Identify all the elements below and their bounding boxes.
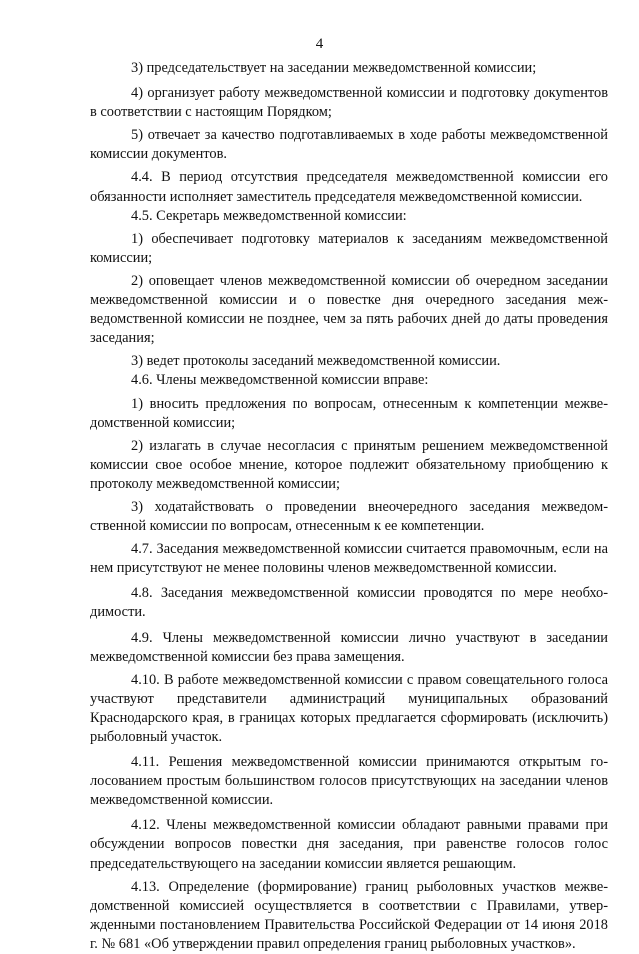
page-number: 4 [315, 36, 324, 52]
paragraph: 3) председательствует на заседании межведомственной комиссии; [131, 60, 537, 76]
paragraph: 4.5. Секретарь межведомственной комиссии: [131, 207, 407, 224]
paragraph: 4.9. Члены межведомственной комиссии лично участвуют в заседании межведомственной комиссии без права замещения. [90, 629, 608, 665]
paragraph: 1) обеспечивает подготовку материалов к заседаниям межведомственной комиссии; [90, 230, 608, 266]
paragraph: 4) организует работу межведомственной комиссии и подготовку докуmентов в соответствии с настоящим Порядком; [90, 85, 608, 121]
paragraph: 4.7. Заседания межведомственной комиссии считается правомочным, если на нем присутствуют не менее половины членов межведомственной комиссии. [90, 541, 608, 577]
paragraph: 4.4. В период отсутствия председателя межведомственной комиссии его обязанности исполняет заместитель председателя межведомственной комиссии. [90, 169, 608, 205]
paragraph: 2) оповещает членов межведомственной комиссии об очередном заседании межведомственной комиссии и о повестке дня очередного заседания межведомственной комиссии не позднее, чем за пять рабочих дней до даты проведения заседания; [90, 272, 608, 347]
paragraph: 2) излагать в случае несогласия с принятым решением межведомственной комиссии свое особое мнение, которое подлежит обязательному приобщению к протоколу межведомственной комиссии; [90, 437, 608, 492]
paragraph: 4.10. В работе межведомственной комиссии с правом совещательного голоса участвуют представители администраций муниципальных образований Краснодарского края, в границах которых предлагается сформировать (исключить) рыболовный участок. [90, 671, 608, 745]
paragraph: 4.8. Заседания межведомственной комиссии проводятся по мере необходимости. [90, 585, 608, 621]
paragraph: 4.13. Определение (формирование) границ рыболовных участков межведомственной комиссией осуществляется в соответствии с Правилами, утвержденными постановлением Правительства Российской Федерации от 14 июня 2018 г. № 681 «Об утверждении правил определения границ рыболовных участков». [90, 878, 608, 952]
paragraph: 3) ходатайствовать о проведении внеочередного заседания межведомственной комиссии по вопросам, отнесенным к ее компетенции. [90, 498, 608, 535]
paragraph: 1) вносить предложения по вопросам, отнесенным к компетенции межведомственной комиссии; [90, 395, 608, 431]
paragraph: 4.12. Члены межведомственной комиссии обладают равными правами при обсуждении вопросов повестки дня заседания, при равенстве голосов голос председательствующего на заседании комиссии является решающим. [90, 817, 608, 872]
paragraph: 5) отвечает за качество подготавливаемых в ходе работы межведомственной комиссии документов. [90, 127, 608, 163]
paragraph: 3) ведет протоколы заседаний межведомственной комиссии. [131, 353, 501, 370]
paragraph: 4.6. Члены межведомственной комиссии вправе: [131, 372, 429, 389]
paragraph: 4.11. Решения межведомственной комиссии принимаются открытым голосованием простым большинством голосов присутствующих на заседании членов межведомственной комиссии. [90, 754, 608, 809]
document-body [90, 59, 608, 954]
